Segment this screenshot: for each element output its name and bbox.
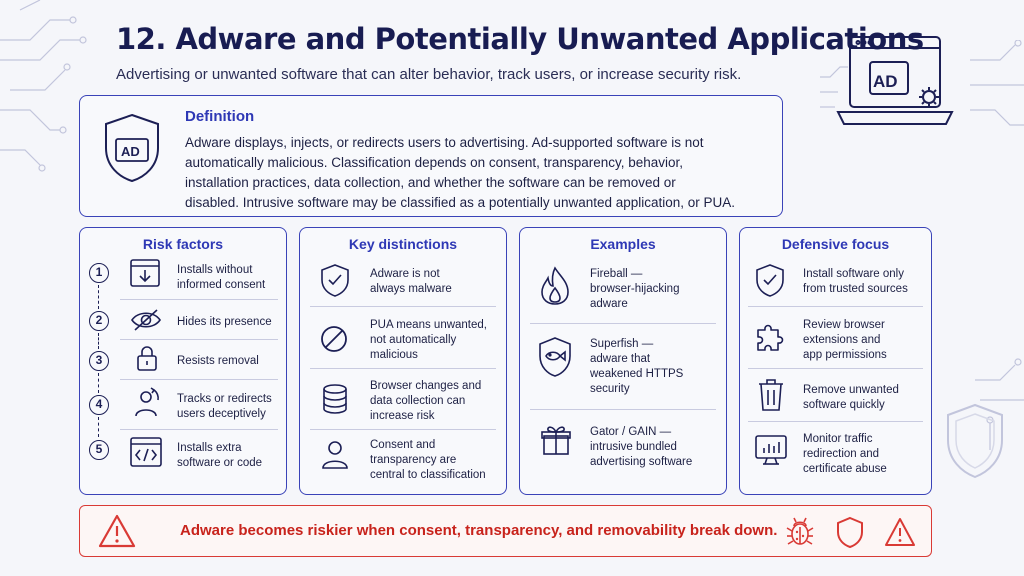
example-text — [590, 425, 692, 470]
trash-icon — [757, 378, 785, 412]
step-number: 5 — [89, 440, 109, 460]
example-line: weakened HTTPS — [590, 368, 684, 380]
laptop-ad-label: AD — [873, 72, 898, 91]
user-tracking-icon — [132, 386, 162, 418]
eye-slash-icon — [130, 308, 162, 332]
page-title: 12. Adware and Potentially Unwanted Applications — [116, 22, 924, 56]
risk-factor-line: Tracks or redirects — [177, 393, 272, 405]
step-connector — [98, 333, 99, 349]
example-line: adware that — [590, 353, 651, 365]
example-line: Superfish — — [590, 338, 654, 350]
distinction-text — [370, 267, 452, 297]
row-divider — [120, 429, 278, 430]
distinction-text — [370, 379, 481, 424]
row-divider — [748, 421, 923, 422]
risk-factor-line: users deceptively — [177, 408, 266, 420]
distinction-line: Browser changes and — [370, 380, 482, 392]
step-connector — [98, 417, 99, 437]
step-connector — [98, 285, 99, 309]
row-divider — [310, 368, 496, 369]
monitor-chart-icon — [754, 434, 788, 466]
example-line: browser-hijacking — [590, 283, 680, 295]
flame-icon — [540, 266, 570, 306]
lock-icon — [136, 344, 158, 372]
circuit-decoration-left — [0, 0, 90, 200]
distinction-line: malicious — [370, 349, 418, 361]
shield-check-icon — [320, 263, 350, 297]
step-number: 1 — [89, 263, 109, 283]
key-distinctions-card — [299, 227, 507, 495]
defense-text — [803, 432, 887, 477]
example-line: Fireball — — [590, 268, 643, 280]
risk-factor-line: software or code — [177, 457, 263, 469]
defense-line: redirection and — [803, 448, 880, 460]
definition-line: Adware displays, injects, or redirects users to advertising. Ad-supported software is not — [185, 135, 704, 150]
distinction-line: data collection can — [370, 395, 466, 407]
shield-check-icon — [755, 263, 785, 297]
risk-factor-text — [177, 315, 272, 330]
shield-alert-icon — [836, 516, 864, 553]
example-line: security — [590, 383, 630, 395]
prohibited-icon — [320, 325, 348, 353]
step-connector — [98, 373, 99, 393]
distinction-text — [370, 438, 486, 483]
examples-card — [519, 227, 727, 495]
defensive-focus-card — [739, 227, 932, 495]
distinction-line: PUA means unwanted, — [370, 319, 487, 331]
defense-line: from trusted sources — [803, 283, 908, 295]
risk-factor-line: Resists removal — [177, 355, 259, 367]
warning-small-icon — [884, 517, 916, 552]
row-divider — [310, 306, 496, 307]
row-divider — [310, 429, 496, 430]
examples-title: Examples — [590, 236, 656, 252]
database-icon — [322, 384, 348, 414]
defense-line: app permissions — [803, 349, 887, 361]
code-window-icon — [130, 437, 162, 467]
definition-line: disabled. Intrusive software may be classified as a potentially unwanted application, or PUA. — [185, 195, 736, 210]
defense-line: extensions and — [803, 334, 881, 346]
row-divider — [530, 323, 716, 324]
example-line: intrusive bundled — [590, 441, 677, 453]
example-text — [590, 267, 679, 312]
row-divider — [120, 379, 278, 380]
distinction-line: transparency are — [370, 454, 457, 466]
user-icon — [320, 438, 350, 470]
risk-factor-line: informed consent — [177, 279, 266, 291]
distinction-text — [370, 318, 487, 363]
distinction-line: Adware is not — [370, 268, 440, 280]
row-divider — [530, 409, 716, 410]
step-number: 4 — [89, 395, 109, 415]
example-line: adware — [590, 298, 628, 310]
faint-shield-icon — [940, 400, 1010, 480]
row-divider — [120, 299, 278, 300]
distinction-line: increase risk — [370, 410, 435, 422]
fish-shield-icon — [538, 336, 572, 378]
warning-triangle-icon — [98, 514, 136, 553]
distinction-line: central to classification — [370, 469, 486, 481]
example-line: Gator / GAIN — — [590, 426, 672, 438]
risk-factor-text — [177, 441, 262, 471]
step-number: 2 — [89, 311, 109, 331]
defense-line: Review browser — [803, 319, 885, 331]
distinction-line: Consent and — [370, 439, 436, 451]
defense-line: software quickly — [803, 399, 885, 411]
puzzle-icon — [754, 320, 788, 354]
definition-body — [185, 133, 765, 213]
shield-ad-label: AD — [121, 144, 140, 159]
bug-icon — [786, 517, 814, 552]
row-divider — [120, 339, 278, 340]
key-distinctions-title: Key distinctions — [348, 236, 458, 252]
risk-factor-line: Installs without — [177, 264, 253, 276]
definition-title: Definition — [185, 108, 255, 125]
defense-line: Monitor traffic — [803, 433, 873, 445]
page-subtitle: Advertising or unwanted software that can alter behavior, track users, or increase security risk. — [116, 66, 742, 83]
gift-icon — [541, 424, 571, 456]
row-divider — [748, 306, 923, 307]
defensive-focus-title: Defensive focus — [781, 236, 890, 252]
distinction-line: always malware — [370, 283, 452, 295]
definition-line: installation practices, data collection, and whether the software can be removed or — [185, 175, 676, 190]
definition-line: automatically malicious. Classification depends on consent, transparency, behavior, — [185, 155, 684, 170]
risk-factor-line: Installs extra — [177, 442, 242, 454]
defense-text — [803, 318, 887, 363]
defense-text — [803, 383, 899, 413]
risk-factor-text — [177, 392, 272, 422]
risk-factors-card — [79, 227, 287, 495]
risk-factor-text — [177, 354, 259, 369]
risk-factors-title: Risk factors — [142, 236, 224, 252]
defense-line: Install software only — [803, 268, 904, 280]
warning-banner — [79, 505, 932, 557]
example-line: advertising software — [590, 456, 693, 468]
risk-factor-text — [177, 263, 265, 293]
definition-card — [79, 95, 783, 217]
warning-text: Adware becomes riskier when consent, transparency, and removability break down. — [180, 522, 778, 539]
defense-line: Remove unwanted — [803, 384, 899, 396]
shield-ad-icon — [102, 112, 162, 189]
row-divider — [748, 368, 923, 369]
example-text — [590, 337, 683, 397]
download-window-icon — [130, 259, 160, 287]
defense-line: certificate abuse — [803, 463, 887, 475]
risk-factor-line: Hides its presence — [177, 316, 272, 328]
defense-text — [803, 267, 908, 297]
step-number: 3 — [89, 351, 109, 371]
distinction-line: not automatically — [370, 334, 457, 346]
